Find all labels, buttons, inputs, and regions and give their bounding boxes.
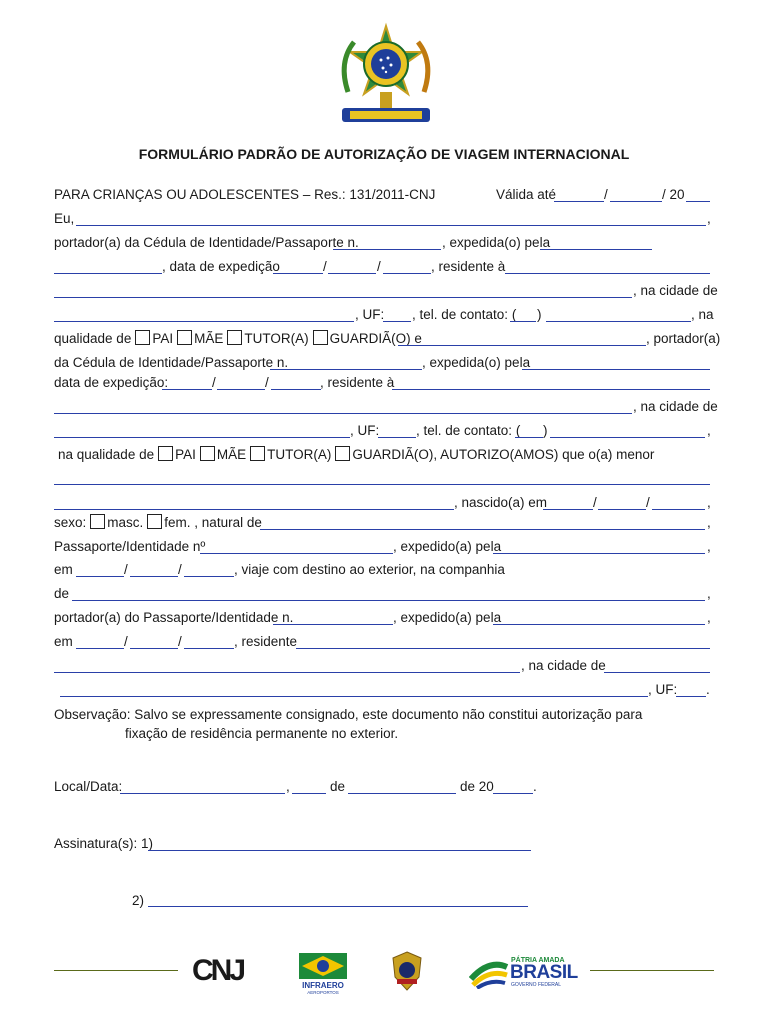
issue-day-1-blank[interactable] <box>273 273 323 274</box>
companion-blank[interactable] <box>72 600 705 601</box>
na-label: , na <box>691 307 714 322</box>
issue-date-label: , data de expedição <box>162 259 280 274</box>
address-1-blank[interactable] <box>505 273 710 274</box>
contact-label: , tel. de contato: ( <box>412 307 517 322</box>
coat-of-arms-emblem <box>328 22 444 132</box>
passport-year-blank[interactable] <box>184 576 234 577</box>
name-1-blank[interactable] <box>76 225 706 226</box>
document-title: FORMULÁRIO PADRÃO DE AUTORIZAÇÃO DE VIAGEM INTERNACIONAL <box>138 146 630 162</box>
comma: , <box>707 586 711 601</box>
issued-by-label: , expedida(o) pela <box>442 235 551 250</box>
masc-label: masc. <box>107 515 144 530</box>
name-2-blank[interactable] <box>398 345 646 346</box>
city-1-blank[interactable] <box>54 321 354 322</box>
tutor-label: TUTOR(A) <box>244 331 309 346</box>
city-label: , na cidade de <box>633 283 718 298</box>
slash: / <box>178 634 182 649</box>
na-qualidade-label: na qualidade de <box>58 447 155 462</box>
pai-checkbox[interactable] <box>135 330 150 345</box>
comma: , <box>707 539 711 554</box>
fem-label: fem. , natural de <box>164 515 262 530</box>
guardia-label: GUARDIÃ(O) e <box>329 331 422 346</box>
guardia-2-checkbox[interactable] <box>335 446 350 461</box>
issuer-1-blank[interactable] <box>540 249 652 250</box>
issuer-4-blank[interactable] <box>493 624 705 625</box>
issued-by-3-label: , expedido(a) pela <box>393 539 502 554</box>
address-1-cont-blank[interactable] <box>54 297 632 298</box>
comma: , <box>707 211 711 226</box>
issue-year-1-blank[interactable] <box>383 273 431 274</box>
issuer-1-cont-blank[interactable] <box>54 273 162 274</box>
masc-checkbox[interactable] <box>90 514 105 529</box>
birth-day-blank[interactable] <box>543 509 593 510</box>
signature-2-label: 2) <box>132 893 145 908</box>
issue-month-2-blank[interactable] <box>217 389 265 390</box>
issuer-2-blank[interactable] <box>522 369 710 370</box>
year-blank[interactable] <box>493 793 533 794</box>
comma: , <box>707 610 711 625</box>
pai-2-checkbox[interactable] <box>158 446 173 461</box>
companion-city-cont-blank[interactable] <box>60 696 648 697</box>
uf-1-blank[interactable] <box>383 321 411 322</box>
issuer-3-blank[interactable] <box>493 553 705 554</box>
paren-close: ) <box>543 423 548 438</box>
tutor-2-checkbox[interactable] <box>250 446 265 461</box>
slash: / <box>212 375 216 390</box>
em-2-label: em <box>54 634 73 649</box>
issued-by-4-label: , expedido(a) pela <box>393 610 502 625</box>
valid-year-blank[interactable] <box>686 201 710 202</box>
quality-row-1 <box>54 330 422 348</box>
comma: , <box>286 779 290 794</box>
mae-checkbox[interactable] <box>177 330 192 345</box>
holder-id-label: portador(a) da Cédula de Identidade/Passaporte n. <box>54 235 359 250</box>
passport-id-label: Passaporte/Identidade nº <box>54 539 206 554</box>
area-code-2-blank[interactable] <box>515 437 543 438</box>
minor-name-blank[interactable] <box>54 484 710 485</box>
issue-day-2-blank[interactable] <box>162 389 212 390</box>
holder-passport-label: portador(a) do Passaporte/Identidade n. <box>54 610 294 625</box>
footer-rule-right <box>590 970 714 971</box>
companion-day-blank[interactable] <box>76 648 124 649</box>
city-2-blank[interactable] <box>54 437 350 438</box>
resident-label: , residente à <box>431 259 506 274</box>
slash: / <box>323 259 327 274</box>
contact-2-label: , tel. de contato: ( <box>416 423 521 438</box>
slash: / <box>377 259 381 274</box>
slash: / <box>124 562 128 577</box>
holder-a-label: , portador(a) <box>646 331 721 346</box>
issue-date-2-label: data de expedição: <box>54 375 169 390</box>
passport-day-blank[interactable] <box>76 576 124 577</box>
signature-2-blank[interactable] <box>148 906 528 907</box>
companion-month-blank[interactable] <box>130 648 178 649</box>
brasil-government-logo: PÁTRIA AMADA BRASIL GOVERNO FEDERAL <box>469 957 579 989</box>
signatures-label: Assinatura(s): 1) <box>54 836 154 851</box>
comma: , <box>707 515 711 530</box>
issued-by-2-label: , expedida(o) pela <box>422 355 531 370</box>
birth-year-blank[interactable] <box>652 509 705 510</box>
quality-label: qualidade de <box>54 331 132 346</box>
uf-3-blank[interactable] <box>676 696 706 697</box>
born-label: , nascido(a) em <box>454 495 548 510</box>
tutor-2-label: TUTOR(A) <box>267 447 332 462</box>
guardia-checkbox[interactable] <box>313 330 328 345</box>
pai-2-label: PAI <box>175 447 196 462</box>
de-label: de <box>54 586 70 601</box>
observation-line-1: Observação: Salvo se expressamente consignado, este documento não constitui autorização para <box>54 707 643 722</box>
eu-label: Eu, <box>54 211 75 226</box>
slash: / <box>604 187 608 202</box>
companion-city-blank[interactable] <box>604 672 710 673</box>
companion-id-blank[interactable] <box>273 624 393 625</box>
period: . <box>533 779 537 794</box>
em-label: em <box>54 562 73 577</box>
tutor-checkbox[interactable] <box>227 330 242 345</box>
residente-label: , residente <box>234 634 298 649</box>
valid-until-label: Válida até <box>496 187 557 202</box>
address-2-blank[interactable] <box>392 389 710 390</box>
comma: , <box>707 495 711 510</box>
birthplace-blank[interactable] <box>260 529 705 530</box>
fem-checkbox[interactable] <box>147 514 162 529</box>
comma: , <box>707 423 711 438</box>
companion-address-cont-blank[interactable] <box>54 672 520 673</box>
cnj-logo: CNJ <box>192 954 244 987</box>
valid-day-blank[interactable] <box>554 201 604 202</box>
city-2-label: , na cidade de <box>633 399 718 414</box>
city-3-label: , na cidade de <box>521 658 606 673</box>
uf-2-label: , UF: <box>350 423 380 438</box>
minor-name-cont-blank[interactable] <box>54 509 454 510</box>
pai-label: PAI <box>152 331 174 346</box>
slash: / <box>178 562 182 577</box>
sex-row <box>54 514 262 532</box>
area-code-1-blank[interactable] <box>510 321 536 322</box>
phone-1-blank[interactable] <box>546 321 691 322</box>
passport-number-blank[interactable] <box>200 553 393 554</box>
issue-year-2-blank[interactable] <box>271 389 321 390</box>
subtitle: PARA CRIANÇAS OU ADOLESCENTES – Res.: 131/2011-CNJ <box>54 187 436 202</box>
birth-month-blank[interactable] <box>598 509 646 510</box>
quality-row-2 <box>58 446 654 464</box>
id-number-1-blank[interactable] <box>333 249 441 250</box>
companion-year-blank[interactable] <box>184 648 234 649</box>
slash: / <box>646 495 650 510</box>
uf-2-blank[interactable] <box>378 437 416 438</box>
policia-federal-badge <box>391 951 423 991</box>
passport-month-blank[interactable] <box>130 576 178 577</box>
mae-label: MÃE <box>194 331 224 346</box>
month-blank[interactable] <box>348 793 456 794</box>
id-number-2-blank[interactable] <box>270 369 422 370</box>
year-prefix: / 20 <box>662 187 685 202</box>
footer-rule-left <box>54 970 178 971</box>
de-20-label: de 20 <box>460 779 494 794</box>
slash: / <box>265 375 269 390</box>
issue-month-1-blank[interactable] <box>328 273 376 274</box>
uf-label: , UF: <box>355 307 385 322</box>
slash: / <box>124 634 128 649</box>
period: . <box>706 682 710 697</box>
phone-2-blank[interactable] <box>550 437 705 438</box>
slash: / <box>593 495 597 510</box>
uf-3-label: , UF: <box>648 682 678 697</box>
paren-close: ) <box>537 307 542 322</box>
day-blank[interactable] <box>292 793 326 794</box>
travel-label: , viaje com destino ao exterior, na companhia <box>234 562 505 577</box>
sex-label: sexo: <box>54 515 87 530</box>
de-word: de <box>330 779 346 794</box>
mae-2-checkbox[interactable] <box>200 446 215 461</box>
mae-2-label: MÃE <box>216 447 247 462</box>
companion-address-blank[interactable] <box>296 648 710 649</box>
authorize-label: GUARDIÃ(O), AUTORIZO(AMOS) que o(a) menor <box>352 447 655 462</box>
local-blank[interactable] <box>120 793 285 794</box>
resident-2-label: , residente à <box>320 375 395 390</box>
observation-line-2: fixação de residência permanente no exterior. <box>125 726 399 741</box>
id-card-2-label: da Cédula de Identidade/Passaporte n. <box>54 355 289 370</box>
valid-month-blank[interactable] <box>610 201 662 202</box>
address-2-cont-blank[interactable] <box>54 413 632 414</box>
infraero-logo: INFRAERO AEROPORTOS <box>299 953 347 991</box>
signature-1-blank[interactable] <box>148 850 531 851</box>
local-date-label: Local/Data: <box>54 779 123 794</box>
